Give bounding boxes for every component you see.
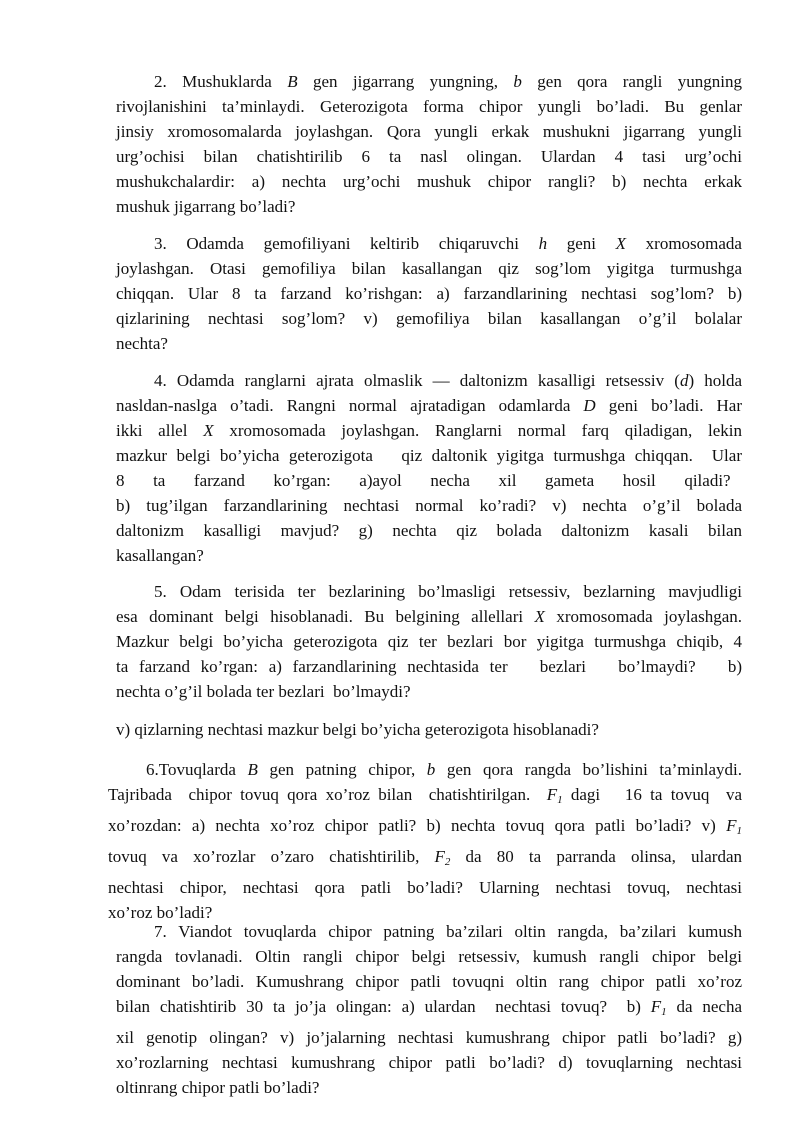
text-line: oltinrang chipor patli bo’ladi? — [116, 1078, 320, 1097]
text-line: dominant bo’ladi. Kumushrang chipor patli tovuqni oltin rang chipor patli xo’roz — [116, 972, 742, 991]
text-line: rangda tovlanadi. Oltin rangli chipor belgi retsessiv, kumush rangli chipor belgi — [116, 947, 742, 966]
text-line: daltonizm kasalligi mavjud? g) nechta qiz bolada daltonizm kasali bilan — [116, 521, 742, 540]
problem-2 — [116, 69, 742, 219]
text-line: 6.Tovuqlarda B gen patning chipor, b gen qora rangda bo’lishini ta’minlaydi. — [146, 760, 742, 779]
text-line: kasallangan? — [116, 546, 204, 565]
text-line: 3. Odamda gemofiliyani keltirib chiqaruvchi h geni X xromosomada — [154, 234, 742, 253]
text-line: ta farzand ko’rgan: a) farzandlarining nechtasida ter bezlari bo’lmaydi? b) — [116, 657, 742, 676]
text-line: nasldan-naslga o’tadi. Rangni normal ajratadigan odamlarda D geni bo’ladi. Har — [116, 396, 742, 415]
text-line: chiqqan. Ular 8 ta farzand ko’rishgan: a) farzandlarining nechtasi sog’lom? b) — [116, 284, 742, 303]
text-line: mushuk jigarrang bo’ladi? — [116, 197, 296, 216]
text-line: mazkur belgi bo’yicha geterozigota qiz daltonik yigitga turmushga chiqqan. Ular — [116, 446, 742, 465]
text-line: mushukchalardir: a) nechta urg’ochi mushuk chipor rangli? b) nechta erkak — [116, 172, 742, 191]
text-line: jinsiy xromosomalarda joylashgan. Qora yungli erkak mushukni jigarrang yungli — [116, 122, 742, 141]
text-line: v) qizlarning nechtasi mazkur belgi bo’yicha geterozigota hisoblanadi? — [116, 720, 599, 739]
text-line: urg’ochisi bilan chatishtirilib 6 ta nasl olingan. Ulardan 4 tasi urg’ochi — [116, 147, 742, 166]
text-line: Tajribada chipor tovuq qora xo’roz bilan chatishtirilgan. $F_1$ dagi 16 ta tovuq va — [108, 785, 742, 806]
text-line: esa dominant belgi hisoblanadi. Bu belgining allellari X xromosomada joylashgan. — [116, 607, 742, 626]
text-line: nechta o’g’il bolada ter bezlari bo’lmaydi? — [116, 682, 411, 701]
text-line: ikki allel X xromosomada joylashgan. Ranglarni normal farq qiladigan, lekin — [116, 421, 742, 440]
problem-4 — [116, 368, 742, 568]
text-line: 4. Odamda ranglarni ajrata olmaslik — daltonizm kasalligi retsessiv (d) holda — [154, 371, 742, 390]
text-line: xo’rozdan: a) nechta xo’roz chipor patli? b) nechta tovuq qora patli bo’ladi? v) $F_1$ — [108, 816, 742, 837]
problem-6 — [108, 757, 742, 925]
text-line: b) tug’ilgan farzandlarining nechtasi normal ko’radi? v) nechta o’g’il bolada — [116, 496, 742, 515]
text-line: 5. Odam terisida ter bezlarining bo’lmasligi retsessiv, bezlarning mavjudligi — [154, 582, 742, 601]
text-line: xo’rozlarning nechtasi kumushrang chipor patli bo’ladi? d) tovuqlarning nechtasi — [116, 1053, 742, 1072]
problem-3 — [116, 231, 742, 356]
text-line: nechta? — [116, 334, 168, 353]
text-line: xil genotip olingan? v) jo’jalarning nechtasi kumushrang chipor patli bo’ladi? g) — [116, 1028, 742, 1047]
text-line: 7. Viandot tovuqlarda chipor patning ba’zilari oltin rangda, ba’zilari kumush — [154, 922, 742, 941]
text-line: 2. Mushuklarda B gen jigarrang yungning, b gen qora rangli yungning — [154, 72, 742, 91]
text-line: rivojlanishini ta’minlaydi. Geterozigota forma chipor yungli bo’ladi. Bu genlar — [116, 97, 742, 116]
text-line: bilan chatishtirib 30 ta jo’ja olingan: a) ulardan nechtasi tovuq? b) $F_1$ da necha — [116, 997, 743, 1018]
problem-5 — [116, 579, 742, 704]
text-line: Mazkur belgi bo’yicha geterozigota qiz ter bezlari bor yigitga turmushga chiqib, 4 — [116, 632, 742, 651]
text-line: tovuq va xo’rozlar o’zaro chatishtirilib, $F_2$ da 80 ta parranda olinsa, ulardan — [108, 847, 742, 868]
text-line: joylashgan. Otasi gemofiliya bilan kasallangan qiz sog’lom yigitga turmushga — [116, 259, 742, 278]
text-line: nechtasi chipor, nechtasi qora patli bo’ladi? Ularning nechtasi tovuq, nechtasi — [108, 878, 742, 897]
problem-5-continuation — [116, 717, 742, 742]
text-line: xo’roz bo’ladi? — [108, 903, 213, 922]
text-line: qizlarining nechtasi sog’lom? v) gemofiliya bilan kasallangan o’g’il bolalar — [116, 309, 742, 328]
text-line: 8 ta farzand ko’rgan: a)ayol necha xil gameta hosil qiladi? — [116, 471, 742, 490]
problem-7 — [116, 919, 742, 1100]
